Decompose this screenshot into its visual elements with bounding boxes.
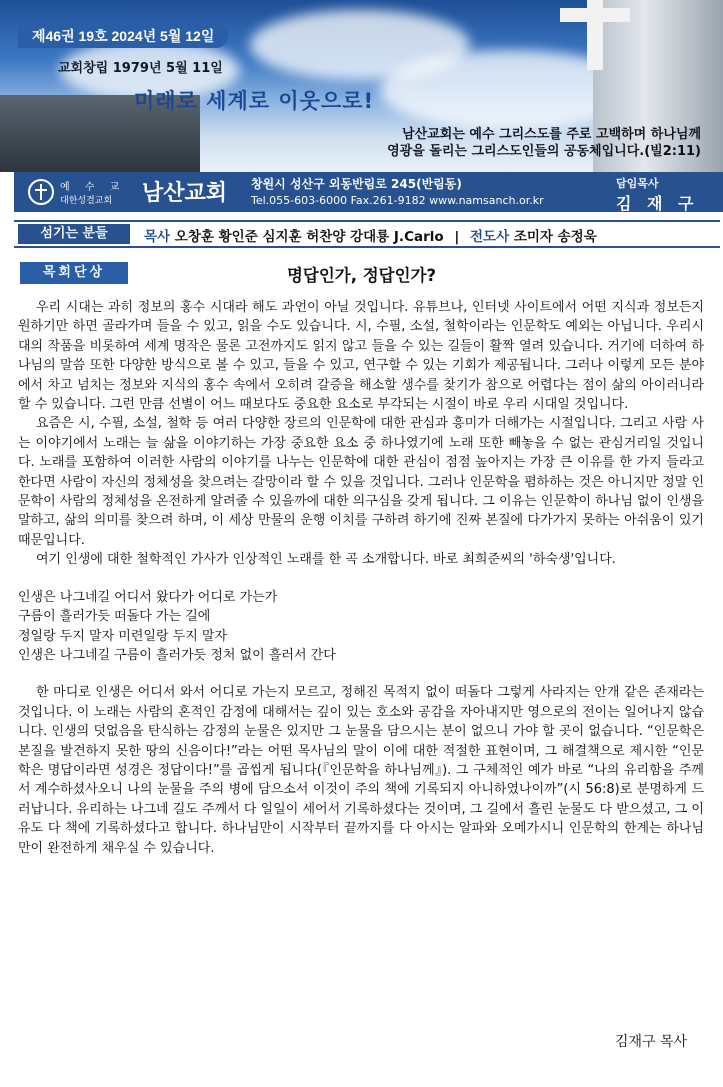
- church-logo-icon: [28, 179, 54, 205]
- servers-row: [14, 220, 720, 248]
- pastor-names: 오창훈 황인준 심지훈 허찬양 강대룡 J.Carlo: [174, 229, 444, 245]
- lyric-line: 정일랑 두지 말자 미련일랑 두지 말자: [18, 628, 228, 644]
- header-banner: [0, 0, 723, 172]
- church-contact: Tel.055-603-6000 Fax.261-9182 www.namsanch.or.kr: [251, 194, 544, 207]
- denomination-name: 대한성결교회: [60, 196, 113, 206]
- pastor-label: 담임목사: [616, 177, 659, 190]
- role-evangelist: 전도사: [469, 229, 510, 245]
- article-paragraph: 요즘은 시, 수필, 소설, 철학 등 여러 다양한 장르의 인문학에 대한 관심과 흥미가 더해가는 시절입니다. 그리고 사람 사는 이야기에서 노래는 늘 삶을 이야기하는 가장 중요한 요소 중 하나였기에 노래 또한 빼놓을 수 없는 관심거리일 것입니다. 노래를 포함하여 이러한 사람의 이야기를 나누는 인문학에 대한 관심이 점점 높아지는 가장 큰 이유를 한 가지 들라고 한다면 사람이 자신의 정체성을 찾으려는 갈망이라 할 수 있을 것입니다. 그러나 인문학을 폄하하는 것은 아니지만 정말 인문학이 사람의 정체성을 온전하게 알려줄 수 있을까에 대한 의구심을 갖게 됩니다. 그 이유는 인문학이 하나님 없이 인생을 말하고, 삶의 의미를 찾으려 하며, 이 세상 만물의 운행 이치를 구하려 하기에 진짜 본질에 다가가지 못하는 아쉬움이 있기 때문입니다.: [18, 416, 704, 548]
- servers-list: [144, 225, 597, 245]
- separator: |: [454, 229, 460, 245]
- issue-info: 제46권 19호 2024년 5월 12일: [18, 24, 228, 48]
- church-name: 남산교회: [142, 180, 228, 206]
- founding-date: 교회창립 1979년 5월 11일: [58, 61, 223, 76]
- denomination: 예 수 교: [60, 182, 126, 193]
- cross-icon: [560, 8, 630, 22]
- song-lyrics: [18, 588, 704, 666]
- church-info-bar: [14, 172, 723, 212]
- article-paragraph: 한 마디로 인생은 어디서 와서 어디로 가는지 모르고, 정해진 목적지 없이 떠돌다 그렇게 사라지는 안개 같은 존재라는 것입니다. 이 노래는 사람의 혼적인 감정에 대해서는 깊이 있는 호소와 공감을 자아내지만 영으로의 전이는 일어나지 않습니다. 인생의 덧없음을 탄식하는 감정의 눈물은 있지만 그 눈물을 담으시는 분이 없으니 가야 할 곳이 없습니다. “인문학은 본질을 발견하지 못한 땅의 신음이다!”라는 어떤 목사님의 말이 이에 대한 적절한 표현이며, 그 해결책으로 제시한 “인문학은 명답이라면 성경은 정답이다!”를 곱씹게 됩니다(『인문학을 하나님께』). 그 구체적인 예가 바로 “나의 유리함을 주께서 계수하셨사오니 나의 눈물을 주의 병에 담으소서 이것이 주의 책에 기록되지 아니하였나이까”(시 56:8)로 분명하게 드러납니다. 유리하는 나그네 길도 주께서 다 일일이 세어서 기록하셨다는 것이며, 그 길에서 흘린 눈물도 다 받으셨고, 그 이유도 다 책에 기록하셨다고 합니다. 하나님만이 시작부터 끝까지를 다 아시는 알파와 오메가시니 인문학의 한계는 하나님만이 완전하게 채우실 수 있습니다.: [18, 685, 704, 856]
- author-signature: 김재구 목사: [614, 1034, 687, 1050]
- article-paragraph: 여기 인생에 대한 철학적인 가사가 인상적인 노래를 한 곡 소개합니다. 바로 최희준씨의 '하숙생'입니다.: [36, 552, 616, 568]
- article-title: 명답인가, 정답인가?: [286, 266, 437, 285]
- mission-line: 남산교회는 예수 그리스도를 주로 고백하며 하나님께: [402, 127, 701, 142]
- slogan: 미래로 세계로 이웃으로!: [134, 89, 375, 113]
- lyric-line: 구름이 흘러가듯 떠돌다 가는 길에: [18, 609, 211, 625]
- lyric-line: 인생은 나그네길 구름이 흘러가듯 정처 없이 흘러서 간다: [18, 647, 336, 663]
- column-label: 목회단상: [20, 262, 128, 284]
- lyric-line: 인생은 나그네길 어디서 왔다가 어디로 가는가: [18, 589, 278, 605]
- article-body: [18, 298, 704, 858]
- mission-line: 영광을 돌리는 그리스도인들의 공동체입니다.(빌2:11): [387, 144, 701, 159]
- role-pastor: 목사: [144, 229, 171, 245]
- church-address: 창원시 성산구 외동반림로 245(반림동): [251, 177, 462, 191]
- mission-statement: [387, 126, 701, 160]
- servers-label: 섬기는 분들: [18, 224, 130, 244]
- evangelist-names: 조미자 송정욱: [513, 229, 597, 245]
- pastor-name: 김 재 구: [616, 194, 699, 213]
- article-paragraph: 우리 시대는 과히 정보의 홍수 시대라 해도 과언이 아닐 것입니다. 유튜브나, 인터넷 사이트에서 어떤 지식과 정보든지 원하기만 하면 골라가며 들을 수 있고, 읽을 수도 있습니다. 시, 수필, 소설, 철학이라는 인문학도 예외는 아닙니다. 우리시대의 작품을 비롯하여 세계 명작은 물론 고전까지도 읽지 않고 들을 수 있는 길들이 활짝 열려 있습니다. 거기에 더하여 하나님의 말씀 또한 다양한 방식으로 볼 수 있고, 들을 수 있고, 연구할 수 있는 기회가 제공됩니다. 그러나 이렇게 모든 분야에서 차고 넘치는 정보와 지식의 홍수 속에서 오히려 갈증을 해소할 생수를 찾기가 참으로 어렵다는 점이 삶의 아이러니라 할 수 있습니다. 그런 만큼 선별이 어느 때보다도 중요한 요소로 부각되는 시절이 바로 우리 시대일 것입니다.: [18, 300, 704, 413]
